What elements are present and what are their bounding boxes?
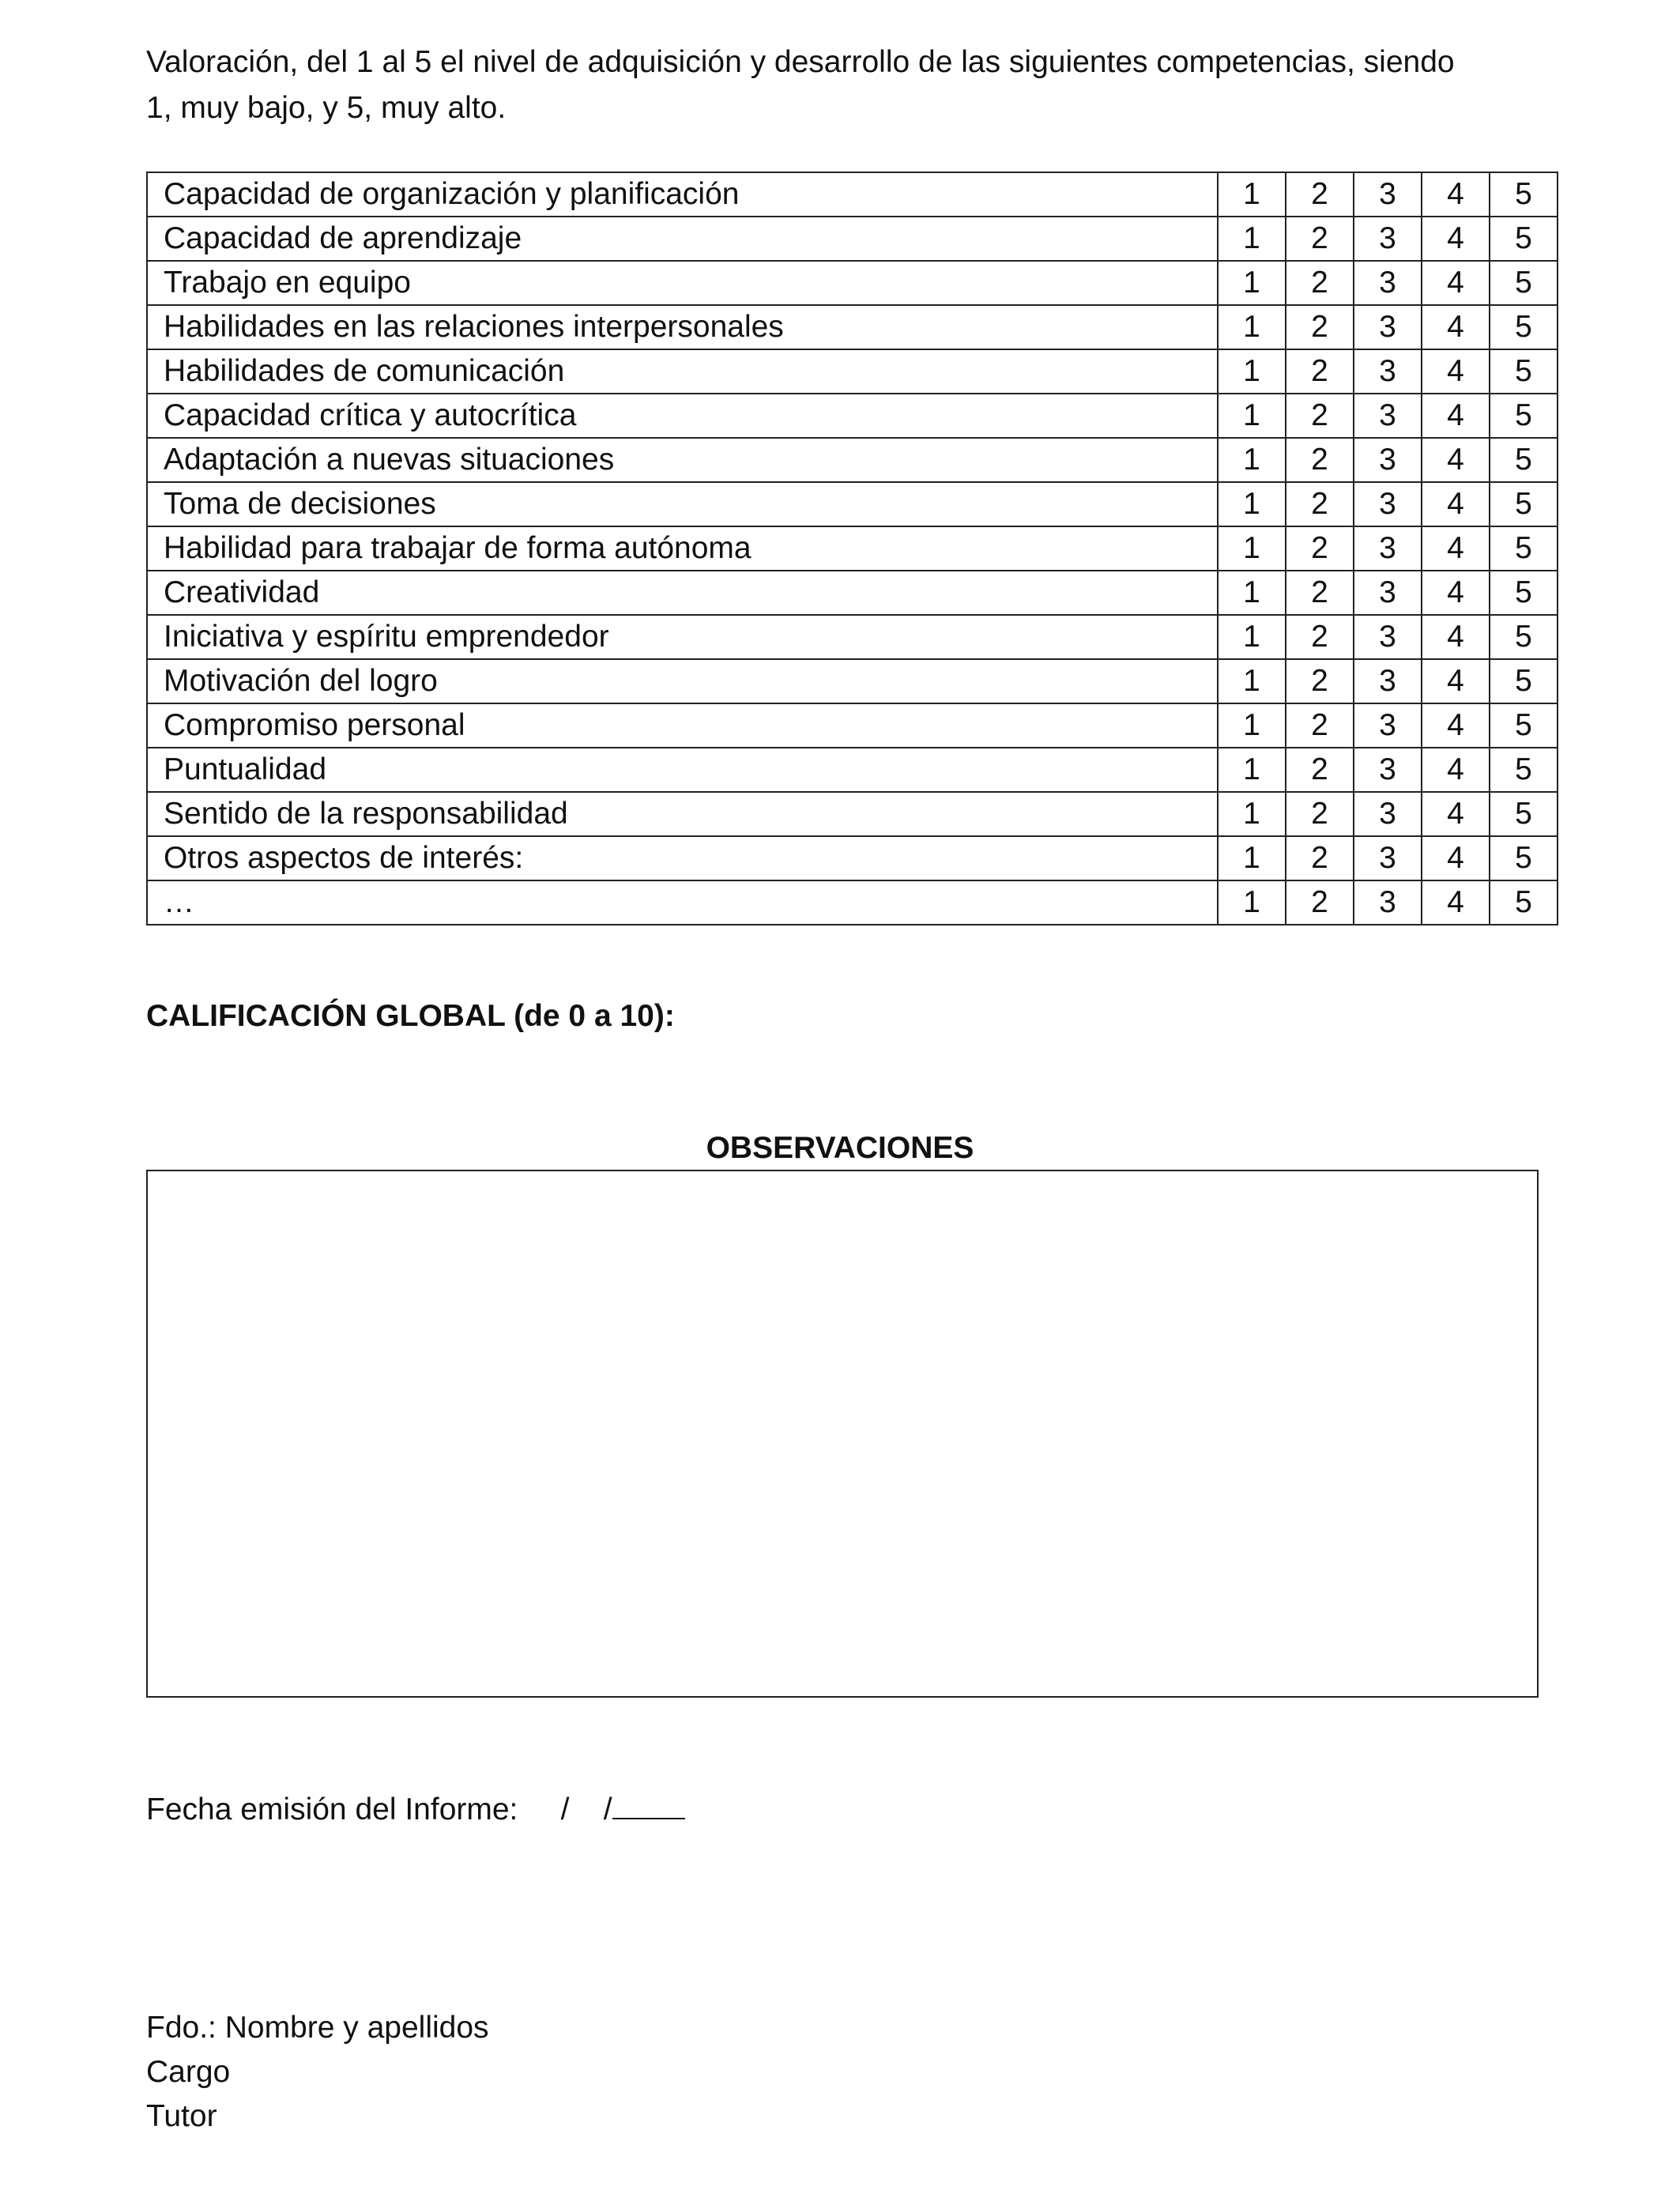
rating-option-5[interactable]: 5 bbox=[1490, 438, 1558, 482]
competencia-row bbox=[147, 615, 1558, 659]
rating-option-1[interactable]: 1 bbox=[1218, 217, 1286, 261]
rating-option-1[interactable]: 1 bbox=[1218, 836, 1286, 880]
competencia-row bbox=[147, 438, 1558, 482]
competencia-label: Capacidad crítica y autocrítica bbox=[147, 394, 1218, 438]
rating-option-3[interactable]: 3 bbox=[1354, 349, 1422, 394]
rating-option-4[interactable]: 4 bbox=[1422, 305, 1490, 349]
competencia-row bbox=[147, 482, 1558, 526]
rating-option-2[interactable]: 2 bbox=[1286, 659, 1354, 703]
competencia-row bbox=[147, 394, 1558, 438]
intro-text bbox=[146, 40, 1553, 131]
rating-option-1[interactable]: 1 bbox=[1218, 438, 1286, 482]
competencia-label: Capacidad de organización y planificación bbox=[147, 172, 1218, 217]
competencia-row bbox=[147, 748, 1558, 792]
rating-option-2[interactable]: 2 bbox=[1286, 703, 1354, 748]
competencias-table-body bbox=[147, 172, 1558, 925]
competencia-label: Puntualidad bbox=[147, 748, 1218, 792]
rating-option-5[interactable]: 5 bbox=[1490, 571, 1558, 615]
rating-option-1[interactable]: 1 bbox=[1218, 792, 1286, 836]
competencia-row bbox=[147, 792, 1558, 836]
rating-option-3[interactable]: 3 bbox=[1354, 792, 1422, 836]
competencia-label: Capacidad de aprendizaje bbox=[147, 217, 1218, 261]
observaciones-title: OBSERVACIONES bbox=[706, 1131, 974, 1165]
rating-option-1[interactable]: 1 bbox=[1218, 880, 1286, 925]
rating-option-4[interactable]: 4 bbox=[1422, 261, 1490, 305]
rating-option-3[interactable]: 3 bbox=[1354, 217, 1422, 261]
firma-cargo: Cargo bbox=[146, 2055, 231, 2089]
competencia-label: Toma de decisiones bbox=[147, 482, 1218, 526]
rating-option-4[interactable]: 4 bbox=[1422, 615, 1490, 659]
competencia-row bbox=[147, 836, 1558, 880]
rating-option-2[interactable]: 2 bbox=[1286, 836, 1354, 880]
rating-option-2[interactable]: 2 bbox=[1286, 305, 1354, 349]
competencia-row bbox=[147, 526, 1558, 571]
rating-option-2[interactable]: 2 bbox=[1286, 526, 1354, 571]
rating-option-2[interactable]: 2 bbox=[1286, 261, 1354, 305]
rating-option-4[interactable]: 4 bbox=[1422, 438, 1490, 482]
rating-option-5[interactable]: 5 bbox=[1490, 703, 1558, 748]
competencia-label: Adaptación a nuevas situaciones bbox=[147, 438, 1218, 482]
rating-option-5[interactable]: 5 bbox=[1490, 217, 1558, 261]
rating-option-4[interactable]: 4 bbox=[1422, 748, 1490, 792]
rating-option-1[interactable]: 1 bbox=[1218, 615, 1286, 659]
rating-option-3[interactable]: 3 bbox=[1354, 261, 1422, 305]
competencia-label: Otros aspectos de interés: bbox=[147, 836, 1218, 880]
rating-option-3[interactable]: 3 bbox=[1354, 703, 1422, 748]
competencia-label: Habilidades en las relaciones interpersonales bbox=[147, 305, 1218, 349]
rating-option-5[interactable]: 5 bbox=[1490, 880, 1558, 925]
fecha-separator-2: / bbox=[603, 1793, 612, 1826]
rating-option-5[interactable]: 5 bbox=[1490, 305, 1558, 349]
fecha-separator-1: / bbox=[560, 1793, 570, 1826]
rating-option-2[interactable]: 2 bbox=[1286, 394, 1354, 438]
rating-option-2[interactable]: 2 bbox=[1286, 748, 1354, 792]
rating-option-5[interactable]: 5 bbox=[1490, 836, 1558, 880]
competencia-label: Motivación del logro bbox=[147, 659, 1218, 703]
rating-option-2[interactable]: 2 bbox=[1286, 880, 1354, 925]
rating-option-3[interactable]: 3 bbox=[1354, 172, 1422, 217]
rating-option-4[interactable]: 4 bbox=[1422, 482, 1490, 526]
rating-option-3[interactable]: 3 bbox=[1354, 571, 1422, 615]
rating-option-4[interactable]: 4 bbox=[1422, 172, 1490, 217]
rating-option-4[interactable]: 4 bbox=[1422, 659, 1490, 703]
observaciones-box[interactable] bbox=[146, 1170, 1539, 1698]
rating-option-1[interactable]: 1 bbox=[1218, 482, 1286, 526]
rating-option-1[interactable]: 1 bbox=[1218, 748, 1286, 792]
rating-option-4[interactable]: 4 bbox=[1422, 836, 1490, 880]
rating-option-5[interactable]: 5 bbox=[1490, 482, 1558, 526]
rating-option-2[interactable]: 2 bbox=[1286, 482, 1354, 526]
rating-option-5[interactable]: 5 bbox=[1490, 792, 1558, 836]
rating-option-4[interactable]: 4 bbox=[1422, 217, 1490, 261]
rating-option-3[interactable]: 3 bbox=[1354, 526, 1422, 571]
competencia-row bbox=[147, 349, 1558, 394]
competencia-row bbox=[147, 217, 1558, 261]
rating-option-3[interactable]: 3 bbox=[1354, 438, 1422, 482]
rating-option-3[interactable]: 3 bbox=[1354, 482, 1422, 526]
rating-option-5[interactable]: 5 bbox=[1490, 394, 1558, 438]
competencia-label: Habilidades de comunicación bbox=[147, 349, 1218, 394]
firma-nombre: Fdo.: Nombre y apellidos bbox=[146, 2011, 489, 2045]
rating-option-3[interactable]: 3 bbox=[1354, 305, 1422, 349]
rating-option-5[interactable]: 5 bbox=[1490, 261, 1558, 305]
rating-option-4[interactable]: 4 bbox=[1422, 571, 1490, 615]
competencia-label: Trabajo en equipo bbox=[147, 261, 1218, 305]
competencia-label: … bbox=[147, 880, 1218, 925]
rating-option-5[interactable]: 5 bbox=[1490, 172, 1558, 217]
rating-option-5[interactable]: 5 bbox=[1490, 748, 1558, 792]
rating-option-2[interactable]: 2 bbox=[1286, 349, 1354, 394]
competencia-row bbox=[147, 305, 1558, 349]
competencia-row bbox=[147, 703, 1558, 748]
rating-option-2[interactable]: 2 bbox=[1286, 615, 1354, 659]
rating-option-3[interactable]: 3 bbox=[1354, 659, 1422, 703]
rating-option-1[interactable]: 1 bbox=[1218, 394, 1286, 438]
rating-option-4[interactable]: 4 bbox=[1422, 349, 1490, 394]
firma-block bbox=[146, 2006, 489, 2139]
fecha-label: Fecha emisión del Informe: bbox=[146, 1793, 518, 1826]
rating-option-5[interactable]: 5 bbox=[1490, 349, 1558, 394]
rating-option-5[interactable]: 5 bbox=[1490, 615, 1558, 659]
fecha-emision bbox=[146, 1786, 685, 1833]
competencia-label: Compromiso personal bbox=[147, 703, 1218, 748]
competencia-label: Sentido de la responsabilidad bbox=[147, 792, 1218, 836]
competencia-row bbox=[147, 571, 1558, 615]
competencia-row bbox=[147, 261, 1558, 305]
rating-option-4[interactable]: 4 bbox=[1422, 703, 1490, 748]
rating-option-4[interactable]: 4 bbox=[1422, 394, 1490, 438]
competencia-row bbox=[147, 659, 1558, 703]
rating-option-2[interactable]: 2 bbox=[1286, 792, 1354, 836]
rating-option-3[interactable]: 3 bbox=[1354, 836, 1422, 880]
rating-option-2[interactable]: 2 bbox=[1286, 438, 1354, 482]
rating-option-2[interactable]: 2 bbox=[1286, 172, 1354, 217]
rating-option-4[interactable]: 4 bbox=[1422, 880, 1490, 925]
rating-option-1[interactable]: 1 bbox=[1218, 261, 1286, 305]
rating-option-4[interactable]: 4 bbox=[1422, 526, 1490, 571]
rating-option-1[interactable]: 1 bbox=[1218, 349, 1286, 394]
competencia-label: Creatividad bbox=[147, 571, 1218, 615]
rating-option-1[interactable]: 1 bbox=[1218, 526, 1286, 571]
rating-option-3[interactable]: 3 bbox=[1354, 880, 1422, 925]
fecha-year-blank[interactable] bbox=[612, 1786, 685, 1819]
rating-option-3[interactable]: 3 bbox=[1354, 615, 1422, 659]
rating-option-1[interactable]: 1 bbox=[1218, 703, 1286, 748]
competencia-label: Habilidad para trabajar de forma autónoma bbox=[147, 526, 1218, 571]
rating-option-1[interactable]: 1 bbox=[1218, 305, 1286, 349]
rating-option-2[interactable]: 2 bbox=[1286, 571, 1354, 615]
rating-option-1[interactable]: 1 bbox=[1218, 571, 1286, 615]
intro-line-1: Valoración, del 1 al 5 el nivel de adquisición y desarrollo de las siguientes competencias, siendo bbox=[146, 45, 1455, 79]
rating-option-2[interactable]: 2 bbox=[1286, 217, 1354, 261]
rating-option-5[interactable]: 5 bbox=[1490, 659, 1558, 703]
calificacion-global-label: CALIFICACIÓN GLOBAL (de 0 a 10): bbox=[146, 999, 675, 1033]
rating-option-1[interactable]: 1 bbox=[1218, 172, 1286, 217]
competencia-row bbox=[147, 880, 1558, 925]
rating-option-4[interactable]: 4 bbox=[1422, 792, 1490, 836]
firma-tutor: Tutor bbox=[146, 2099, 217, 2133]
rating-option-5[interactable]: 5 bbox=[1490, 526, 1558, 571]
competencias-table bbox=[146, 172, 1558, 925]
rating-option-1[interactable]: 1 bbox=[1218, 659, 1286, 703]
rating-option-3[interactable]: 3 bbox=[1354, 394, 1422, 438]
competencia-row bbox=[147, 172, 1558, 217]
rating-option-3[interactable]: 3 bbox=[1354, 748, 1422, 792]
competencia-label: Iniciativa y espíritu emprendedor bbox=[147, 615, 1218, 659]
intro-line-2: 1, muy bajo, y 5, muy alto. bbox=[146, 91, 507, 125]
